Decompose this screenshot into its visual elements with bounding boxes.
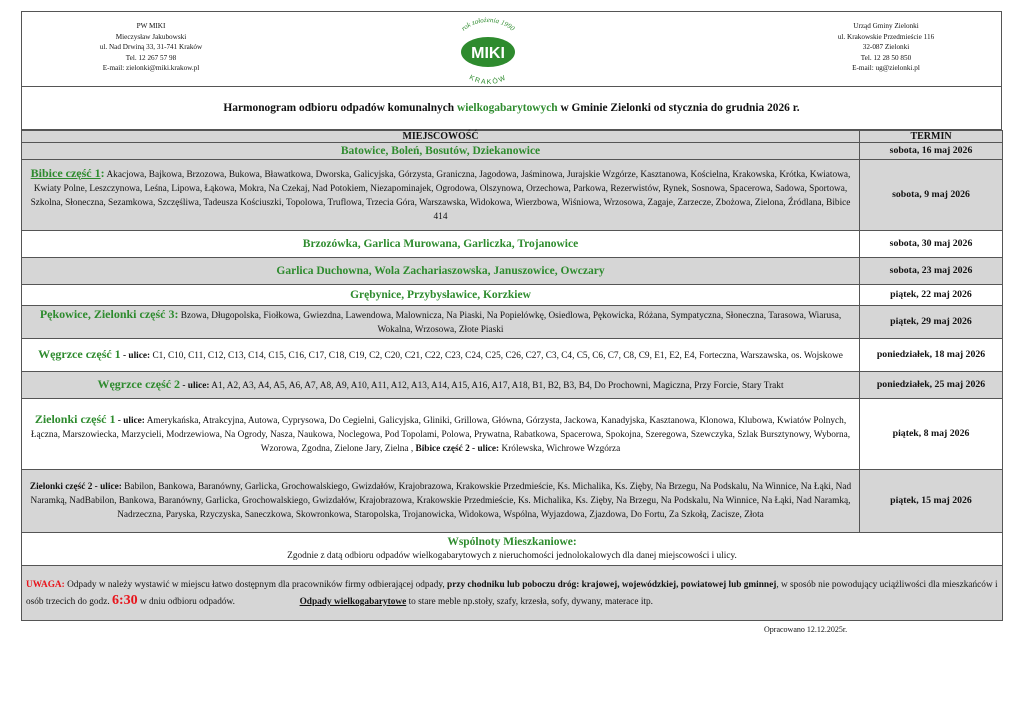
table-row [22, 285, 1003, 306]
warning-text-1: Odpady w należy wystawić w miejscu łatwo dostępnym dla pracowników firmy odbierającej odpady, [64, 579, 448, 590]
row-term: piątek, 15 maj 2026 [860, 470, 1003, 533]
table-row [22, 399, 1003, 470]
row-term: piątek, 8 maj 2026 [860, 399, 1003, 470]
municipality-city: 32-087 Zielonki [862, 43, 910, 51]
company-street: ul. Nad Drwiną 33, 31-741 Kraków [99, 43, 203, 51]
row-streets [22, 470, 860, 533]
warning-text-4: to stare meble np.stoły, szafy, krzesła, sofy, dywany, materace itp. [406, 596, 653, 607]
table-row [22, 306, 1003, 339]
warning-bulky-label: Odpady wielkogabarytowe [299, 596, 407, 607]
row-part-label: Zielonki część 2 - ulice: [29, 482, 122, 492]
municipality-phone: Tel. 12 28 50 850 [860, 53, 912, 62]
table-header-row [22, 131, 1003, 143]
communities-heading: Wspólnoty Mieszkaniowe: [447, 536, 577, 548]
row-ulice-label: - ulice: [180, 381, 210, 391]
row-street-list: Amerykańska, Atrakcyjna, Autowa, Cyprysowa, Do Cegielni, Galicyjska, Gliniki, Grillowa, Główna, Górzysta, Jackowa, Kanadyjska, Kasztanowa, Klonowa, Klubowa, Kwiatów Polnych, Łączna, Marszowiecka, Marzycieli, Modrzewiowa, Na Ogrody, Nasza, Naukowa, Noclegowa, Pod Topolami, Polowa, Prywatna, Rabatkowa, Spacerowa, Spokojna, Szeregowa, Szewczyka, Szlak Bursztynowy, Wyborna, Wzorowa, Zgodna, Zielone Jary, Zielna , [30, 416, 851, 454]
row-part-label: Pękowice, Zielonki część 3: [39, 307, 179, 321]
row-street-list: Babilon, Bankowa, Baranówny, Garlicka, Grochowalskiego, Gwizdałów, Krajobrazowa, Krakowskie Przedmieście, Ks. Michalika, Ks. Zięby, Na Brzegu, Na Podskalu, Na Winnice, Na Łąki, Nad Naramką, NadBabilon, Bankowa, Baranówny, Garlicka, Grochowalskiego, Gwizdałów, Krajobrazowa, Krakowskie Przedmieście, Ks. Michalika, Ks. Zięby, Na Brzegu, Na Podskalu, Na Winnice, Na Łąki, Nad Naramką, Nadrzeczna, Paryska, Rzyczyska, Saneczkowa, Skowronkowa, Staropolska, Trojanowicka, Widokowa, Wspólna, Wyjazdowa, Zjazdowa, Do Fortu, Za Szkołą, Zacisze, Złota [30, 482, 852, 520]
company-owner: Mieczysław Jakubowski [115, 32, 187, 41]
column-header-location: MIEJSCOWOŚĆ [22, 131, 860, 143]
schedule-table [21, 130, 1003, 621]
prepared-date: Opracowano 12.12.2025r. [764, 625, 848, 634]
table-row [22, 143, 1003, 160]
logo-main-text: MIKI [471, 45, 505, 62]
company-address [66, 21, 236, 74]
svg-text:rok założenia 1990 [460, 16, 517, 33]
row-term: poniedziałek, 18 maj 2026 [860, 339, 1003, 372]
row-streets [22, 399, 860, 470]
communities-note [22, 533, 1003, 566]
row-part-label: Węgrzce część 2 [97, 377, 181, 391]
row-places: Brzozówka, Garlica Murowana, Garliczka, Trojanowice [22, 231, 860, 258]
logo-top-text: rok założenia 1990 [459, 16, 517, 33]
row-streets [22, 372, 860, 399]
row-term: poniedziałek, 25 maj 2026 [860, 372, 1003, 399]
row-places: Batowice, Boleń, Bosutów, Dziekanowice [22, 143, 860, 160]
title-part1: Harmonogram odbioru odpadów komunalnych [223, 102, 457, 114]
row-term: sobota, 30 maj 2026 [860, 231, 1003, 258]
row-part-label: Bibice część 1 [30, 166, 101, 180]
warning-text-2: , w sposób nie powodujący uciążliwości dla mieszkańców i osób trzecich do godz. [26, 579, 998, 607]
warning-row [22, 566, 1003, 621]
row-places: Garlica Duchowna, Wola Zachariaszowska, Januszowice, Owczary [22, 258, 860, 285]
table-row [22, 231, 1003, 258]
row-part-label: Zielonki część 1 [34, 412, 116, 426]
table-row [22, 339, 1003, 372]
row-term: piątek, 29 maj 2026 [860, 306, 1003, 339]
row-term: sobota, 9 maj 2026 [860, 160, 1003, 231]
company-email: E-mail: zielonki@miki.krakow.pl [102, 64, 200, 72]
municipality-street: ul. Krakowskie Przedmieście 116 [837, 32, 935, 41]
svg-text:KRAKÓW [468, 74, 508, 86]
miki-logo [440, 14, 536, 86]
row-streets [22, 306, 860, 339]
row-street-list: Akacjowa, Bajkowa, Brzozowa, Bukowa, Bławatkowa, Dworska, Galicyjska, Górzysta, Graniczna, Jagodowa, Jaśminowa, Jurajskie Wzgórze, Kasztanowa, Kościelna, Krakowska, Krótka, Kwiatowa, Kwiaty Polne, Leszczynowa, Leśna, Lipowa, Łąkowa, Mokra, Na Czekaj, Nad Potokiem, Niezapominajek, Ogrodowa, Olszynowa, Orzechowa, Parkowa, Rezerwistów, Rynek, Sosnowa, Spacerowa, Sadowa, Sportowa, Szkolna, Słoneczna, Sezamkowa, Szczęśliwa, Tadeusza Kościuszki, Topolowa, Truflowa, Trzecia Góra, Warszawska, Widokowa, Wierzbowa, Wiśniowa, Wrzosowa, Zagaje, Zarzecze, Zbożowa, Zielona, Źródlana, Bibice 414 [30, 170, 851, 222]
warning-roads: przy chodniku lub poboczu dróg: krajowej, wojewódzkiej, powiatowej lub gminnej [447, 579, 777, 590]
row-street-list: Bzowa, Długopolska, Fiołkowa, Gwiezdna, Lawendowa, Malownicza, Na Piaski, Na Popielówkę, Osiedlowa, Pękowicka, Różana, Sympatyczna, Słoneczna, Tarasowa, Wiarusa, Wokalna, Wrzosowa, Złote Piaski [178, 311, 842, 335]
column-header-term: TERMIN [860, 131, 1003, 143]
company-name: PW MIKI [136, 22, 166, 30]
warning-label: UWAGA: [26, 579, 65, 590]
warning-time: 6:30 [111, 592, 138, 608]
row-part2-label: Bibice część 2 - ulice: [413, 444, 500, 454]
row-part-colon: : [100, 166, 105, 180]
row-streets [22, 160, 860, 231]
row-places: Grębynice, Przybysławice, Korzkiew [22, 285, 860, 306]
document-header [21, 11, 1002, 86]
municipality-name: Urząd Gminy Zielonki [853, 22, 919, 30]
title-highlight: wielkogabarytowych [456, 102, 558, 114]
row-term: piątek, 22 maj 2026 [860, 285, 1003, 306]
table-row [22, 470, 1003, 533]
table-row [22, 258, 1003, 285]
row-term: sobota, 16 maj 2026 [860, 143, 1003, 160]
row-ulice-label: - ulice: [115, 416, 145, 426]
logo-bottom-text: KRAKÓW [467, 74, 509, 86]
communities-row [22, 533, 1003, 566]
schedule-page [21, 11, 1002, 621]
row-ulice-label: - ulice: [120, 351, 151, 361]
row-street-list: A1, A2, A3, A4, A5, A6, A7, A8, A9, A10, A11, A12, A13, A14, A15, A16, A17, A18, B1, B2, B3, B4, Do Prochowni, Magiczna, Przy Forcie, Stary Trakt [209, 381, 784, 391]
row-street-list: C1, C10, C11, C12, C13, C14, C15, C16, C17, C18, C19, C2, C20, C21, C22, C23, C24, C25, C26, C27, C3, C4, C5, C6, C7, C8, C9, E1, E2, E4, Forteczna, Warszawska, os. Wojskowe [150, 351, 843, 361]
page-title [21, 86, 1002, 130]
municipality-address [811, 21, 961, 74]
title-part2: w Gminie Zielonki od stycznia do grudnia 2026 r. [557, 102, 800, 114]
municipality-email: E-mail: ug@zielonki.pl [852, 64, 920, 72]
row-term: sobota, 23 maj 2026 [860, 258, 1003, 285]
communities-text: Zgodnie z datą odbioru odpadów wielkogabarytowych z nieruchomości jednolokalowych dla danej miejscowości i ulicy. [287, 551, 737, 561]
row-street-list-2: Królewska, Wichrowe Wzgórza [499, 444, 621, 454]
table-row [22, 160, 1003, 231]
row-streets [22, 339, 860, 372]
table-row [22, 372, 1003, 399]
warning-note [22, 566, 1003, 621]
row-part-label: Węgrzce część 1 [38, 347, 121, 361]
company-phone: Tel. 12 267 57 98 [125, 53, 177, 62]
warning-text-3: w dniu odbioru odpadów. [137, 596, 235, 607]
